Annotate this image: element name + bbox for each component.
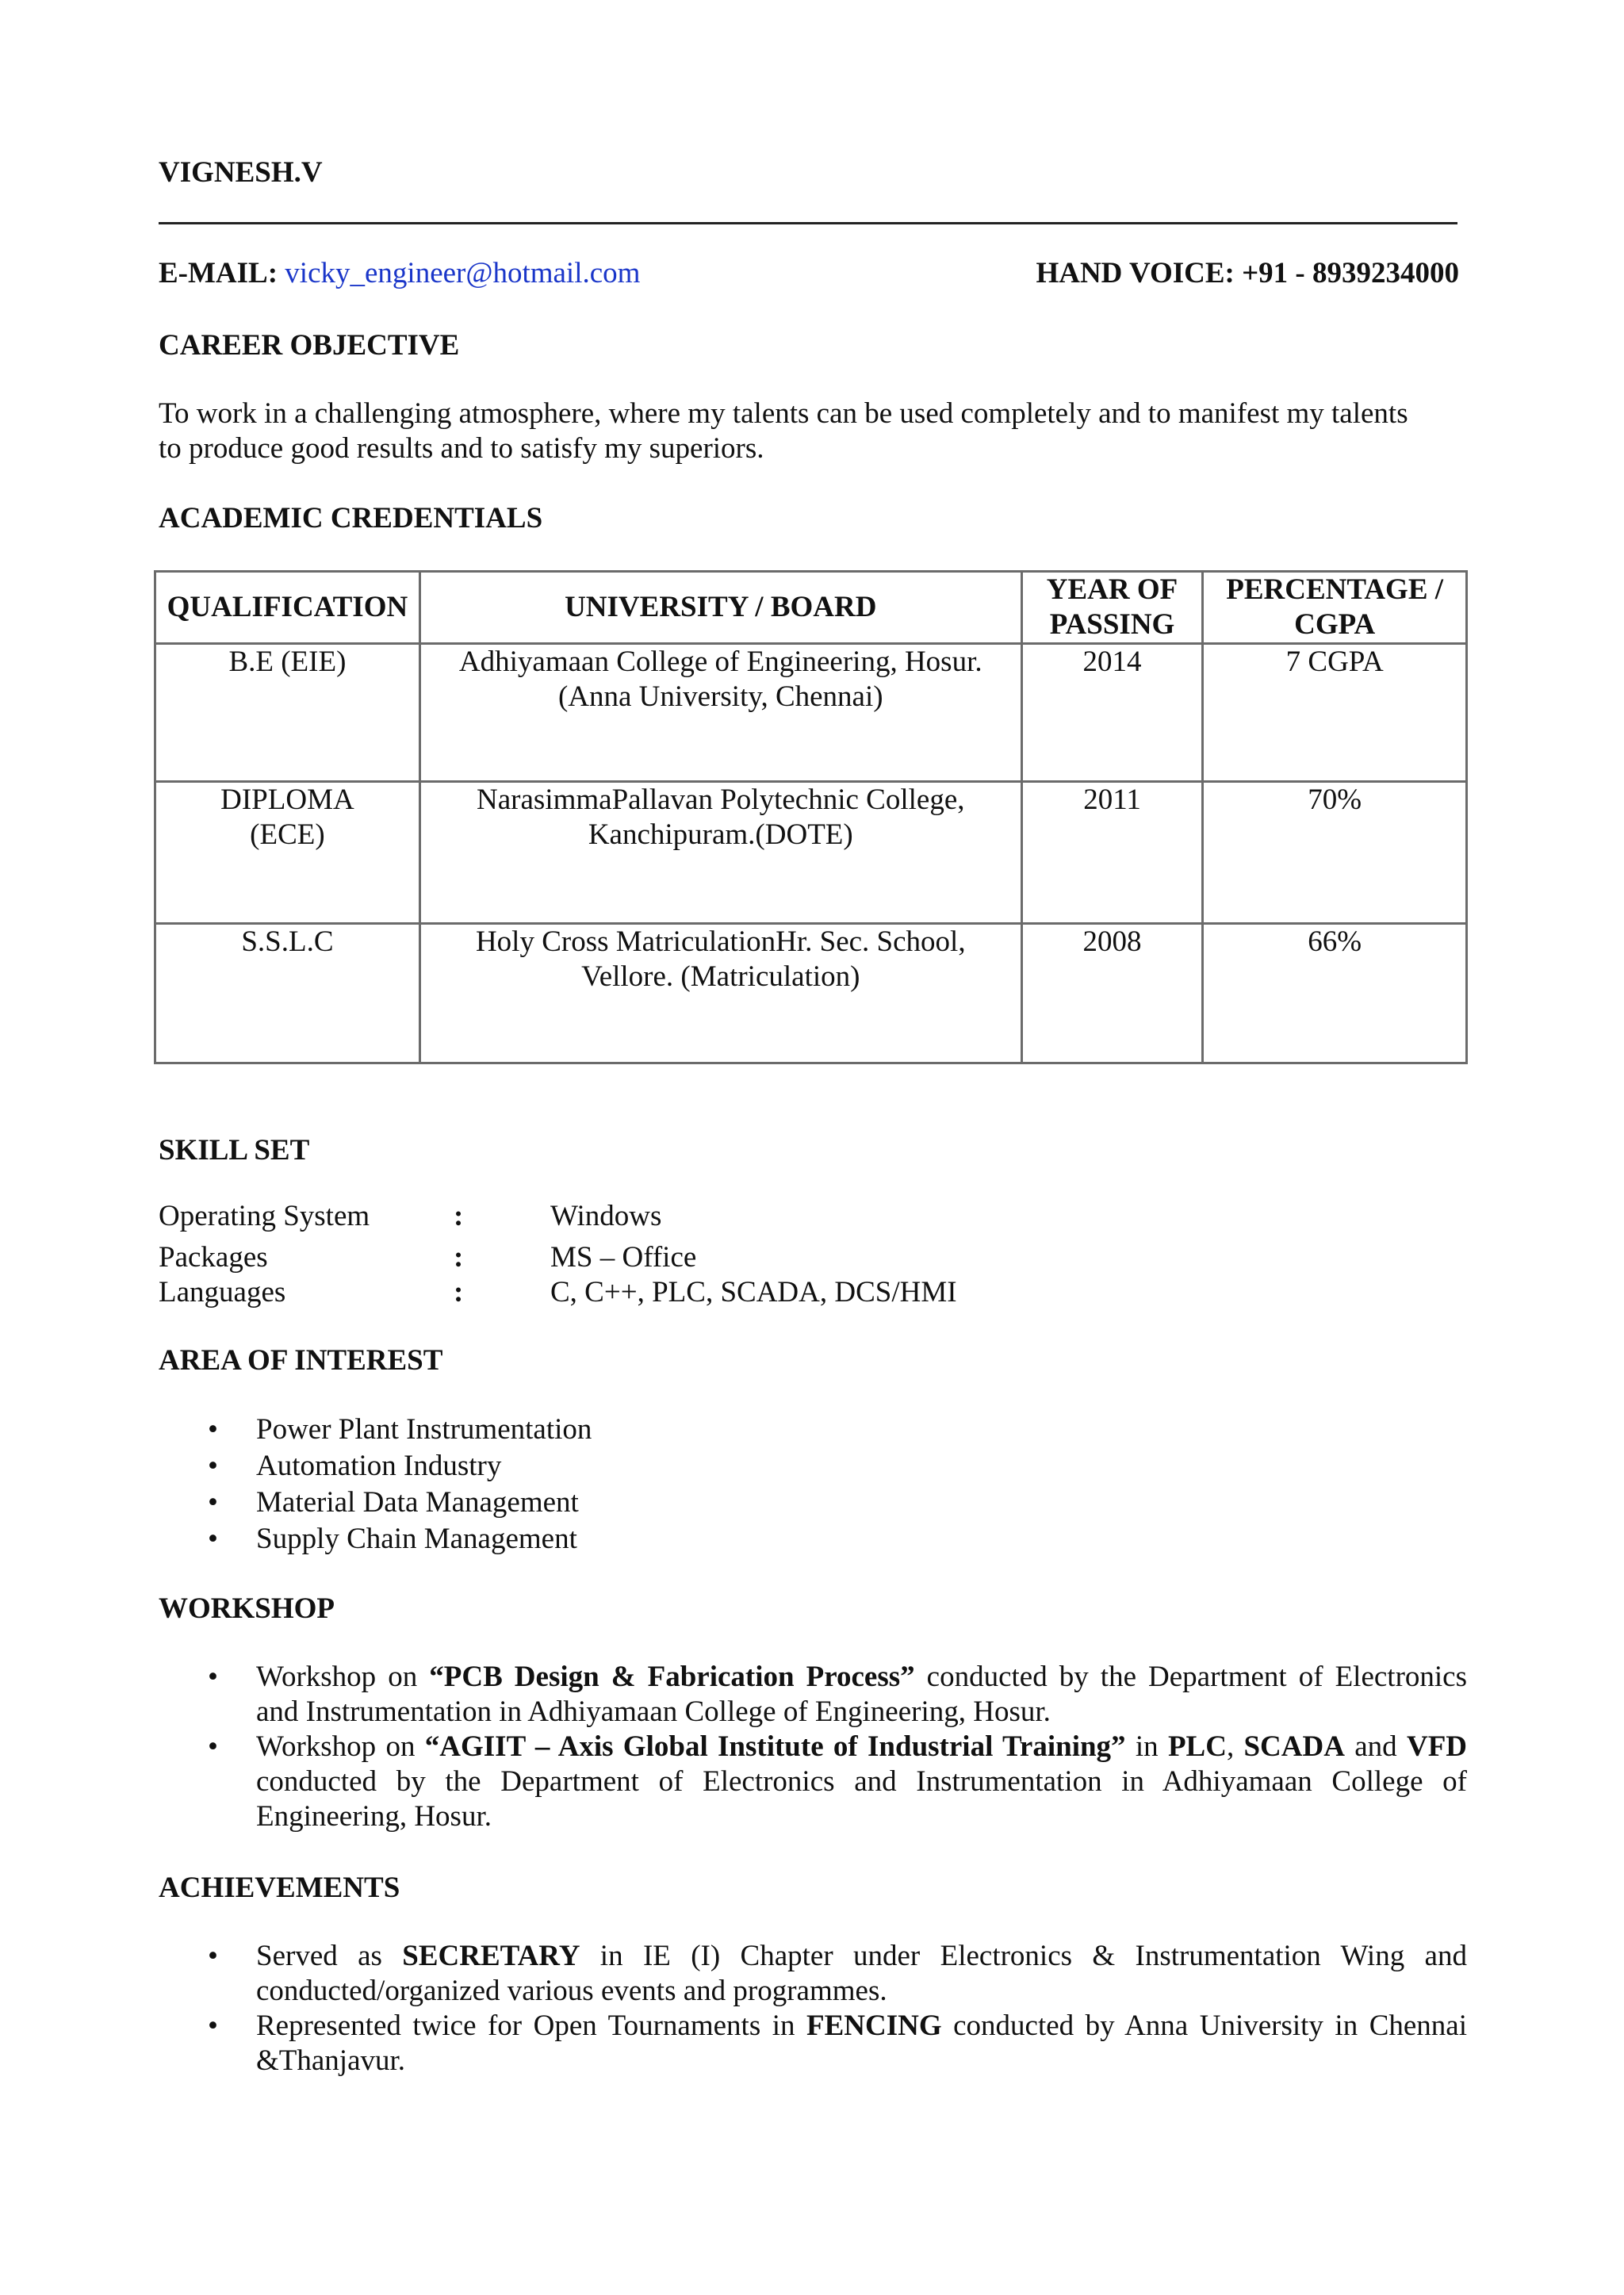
achievement-description: in IE (I) Chapter under Electronics & Instrumentation Wing and <box>580 1940 1467 1972</box>
bullet-icon: • <box>208 2010 218 2042</box>
workshop-topic-scada: SCADA <box>1243 1730 1345 1763</box>
university-line-2: Kanchipuram.(DOTE) <box>588 818 853 851</box>
interest-text: Power Plant Instrumentation <box>256 1413 592 1446</box>
qualification-text: B.E (EIE) <box>228 646 347 678</box>
row-qualification <box>155 782 420 924</box>
skill-value: MS – Office <box>550 1241 697 1274</box>
achievements-list <box>159 1939 1467 2079</box>
achievement-1-line-1 <box>256 1939 1467 1974</box>
skill-key: Operating System <box>159 1200 370 1232</box>
workshop-topic-vfd: VFD <box>1406 1730 1468 1763</box>
header-percentage <box>1203 572 1467 644</box>
skill-row <box>159 1275 1110 1312</box>
row-university <box>419 924 1021 1063</box>
header-divider <box>159 222 1457 224</box>
table-row <box>155 924 1467 1063</box>
qualification-line-2: (ECE) <box>250 818 325 851</box>
workshop-connector: in <box>1125 1730 1168 1763</box>
header-year-line-2: PASSING <box>1049 608 1175 641</box>
list-item <box>159 1412 1467 1448</box>
workshop-2-line-1 <box>256 1730 1467 1764</box>
list-item <box>159 1521 1467 1557</box>
achievement-1-line-2: conducted/organized various events and programmes. <box>256 1975 887 2007</box>
achievement-2-line-2: &Thanjavur. <box>256 2044 406 2077</box>
phone-number: +91 - 8939234000 <box>1242 257 1459 289</box>
skill-separator: : <box>454 1200 464 1232</box>
workshop-prefix: Workshop on <box>256 1730 425 1763</box>
row-score: 70% <box>1203 782 1467 924</box>
row-university <box>419 644 1021 782</box>
phone-line <box>1018 256 1459 291</box>
row-university <box>419 782 1021 924</box>
list-item <box>159 1660 1467 1730</box>
row-qualification <box>155 644 420 782</box>
workshop-heading: WORKSHOP <box>159 1592 335 1625</box>
workshop-prefix: Workshop on <box>256 1661 430 1693</box>
workshop-topic-plc: PLC <box>1167 1730 1227 1763</box>
header-pct-line-2: CGPA <box>1294 608 1376 641</box>
workshop-description: conducted by the Department of Electronics <box>914 1661 1467 1693</box>
header-pct-line-1: PERCENTAGE / <box>1226 573 1444 606</box>
university-line-1: Adhiyamaan College of Engineering, Hosur. <box>458 646 982 678</box>
qualification-text: S.S.L.C <box>241 925 334 958</box>
list-item <box>159 1448 1467 1485</box>
list-item <box>159 1730 1467 1834</box>
achievements-heading: ACHIEVEMENTS <box>159 1872 400 1904</box>
career-objective-text <box>159 397 1459 466</box>
table-row <box>155 782 1467 924</box>
list-item <box>159 1939 1467 2009</box>
bullet-icon: • <box>208 1486 218 1519</box>
row-qualification <box>155 924 420 1063</box>
academic-table <box>154 570 1468 1064</box>
skill-key: Packages <box>159 1241 268 1274</box>
phone-label: HAND VOICE: <box>1036 257 1235 289</box>
bullet-icon: • <box>208 1940 218 1972</box>
academic-heading: ACADEMIC CREDENTIALS <box>159 502 543 534</box>
table-row <box>155 644 1467 782</box>
achievement-prefix: Represented twice for Open Tournaments in <box>256 2010 806 2042</box>
skill-key: Languages <box>159 1276 286 1308</box>
workshop-2-line-3: Engineering, Hosur. <box>256 1800 492 1833</box>
achievement-prefix: Served as <box>256 1940 403 1972</box>
email-link[interactable]: vicky_engineer@hotmail.com <box>285 257 641 289</box>
workshop-connector: , <box>1226 1730 1244 1763</box>
interests-heading: AREA OF INTEREST <box>159 1344 443 1377</box>
header-qualification: QUALIFICATION <box>155 572 420 644</box>
skills-heading: SKILL SET <box>159 1134 310 1167</box>
bullet-icon: • <box>208 1523 218 1555</box>
row-year: 2008 <box>1021 924 1203 1063</box>
workshop-title: “AGIIT – Axis Global Institute of Industrial Training” <box>424 1730 1126 1763</box>
skill-row <box>159 1199 1110 1236</box>
skill-value: C, C++, PLC, SCADA, DCS/HMI <box>550 1276 957 1308</box>
workshop-connector: and <box>1344 1730 1407 1763</box>
row-score: 66% <box>1203 924 1467 1063</box>
career-objective-line-2: to produce good results and to satisfy my superiors. <box>159 432 764 465</box>
university-line-1: Holy Cross MatriculationHr. Sec. School, <box>475 925 966 958</box>
workshop-list <box>159 1660 1467 1834</box>
workshop-1-line-2: and Instrumentation in Adhiyamaan College of Engineering, Hosur. <box>256 1695 1051 1728</box>
interests-list <box>159 1412 1467 1557</box>
achievement-description: conducted by Anna University in Chennai <box>941 2010 1467 2042</box>
skill-separator: : <box>454 1241 464 1274</box>
workshop-2-line-2: conducted by the Department of Electronics and Instrumentation in Adhiyamaan College of <box>256 1765 1467 1798</box>
header-year <box>1021 572 1203 644</box>
list-item <box>159 2009 1467 2079</box>
email-label: E-MAIL: <box>159 257 278 289</box>
university-line-1: NarasimmaPallavan Polytechnic College, <box>477 784 965 816</box>
bullet-icon: • <box>208 1661 218 1693</box>
row-year: 2014 <box>1021 644 1203 782</box>
achievement-2-line-1 <box>256 2009 1467 2044</box>
header-year-line-1: YEAR OF <box>1046 573 1178 606</box>
email-line <box>159 256 640 291</box>
header-university: UNIVERSITY / BOARD <box>419 572 1021 644</box>
skill-row <box>159 1240 1110 1277</box>
qualification-line-1: DIPLOMA <box>220 784 354 816</box>
university-line-2: (Anna University, Chennai) <box>557 680 883 713</box>
candidate-name: VIGNESH.V <box>159 156 323 189</box>
row-year: 2011 <box>1021 782 1203 924</box>
interest-text: Material Data Management <box>256 1486 579 1519</box>
achievement-highlight: SECRETARY <box>402 1940 580 1972</box>
interest-text: Supply Chain Management <box>256 1523 577 1555</box>
bullet-icon: • <box>208 1730 218 1763</box>
bullet-icon: • <box>208 1450 218 1482</box>
university-line-2: Vellore. (Matriculation) <box>581 960 860 993</box>
achievement-highlight: FENCING <box>806 2010 942 2042</box>
list-item <box>159 1485 1467 1521</box>
workshop-title: “PCB Design & Fabrication Process” <box>429 1661 915 1693</box>
bullet-icon: • <box>208 1413 218 1446</box>
skill-separator: : <box>454 1276 464 1308</box>
skill-value: Windows <box>550 1200 662 1232</box>
table-header-row <box>155 572 1467 644</box>
career-objective-line-1: To work in a challenging atmosphere, where my talents can be used completely and to manifest my talents <box>159 397 1408 430</box>
career-objective-heading: CAREER OBJECTIVE <box>159 329 460 362</box>
interest-text: Automation Industry <box>256 1450 502 1482</box>
row-score: 7 CGPA <box>1203 644 1467 782</box>
workshop-1-line-1 <box>256 1660 1467 1695</box>
